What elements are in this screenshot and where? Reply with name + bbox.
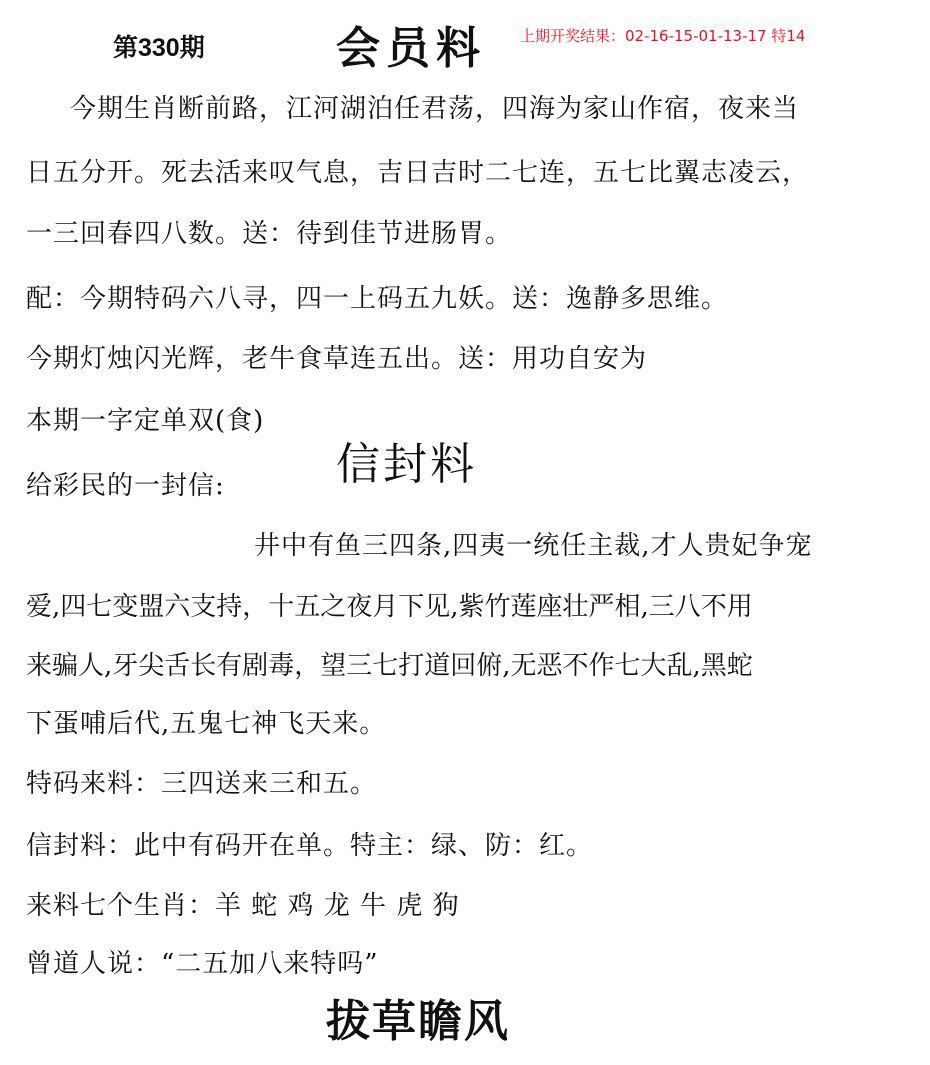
letter-line-3: 来骗人,牙尖舌长有剧毒，望三七打道回俯,无恶不作七大乱,黑蛇 bbox=[26, 651, 753, 681]
letter-line-4: 下蛋哺后代,五鬼七神飞天来。 bbox=[26, 709, 387, 739]
footer-title: 拔草瞻风 bbox=[326, 996, 510, 1047]
special-code-line: 特码来料：三四送来三和五。 bbox=[26, 769, 378, 799]
pei-line: 配：今期特码六八寻，四一上码五九妖。送：逸静多思维。 bbox=[26, 284, 729, 314]
letter-line-1: 井中有鱼三四条,四夷一统任主裁,才人贵妃争宠 bbox=[254, 531, 813, 561]
zeng-line: 曾道人说：“二五加八来特吗” bbox=[26, 949, 379, 979]
light-line: 今期灯烛闪光辉，老牛食草连五出。送：用功自安为 bbox=[26, 344, 648, 374]
last-draw-result: 上期开奖结果：02-16-15-01-13-17 特14 bbox=[520, 27, 806, 45]
zodiac-line: 来料七个生肖：羊 蛇 鸡 龙 牛 虎 狗 bbox=[26, 891, 460, 921]
poem-line-2: 日五分开。死去活来叹气息，吉日吉时二七连，五七比翼志凌云， bbox=[26, 158, 810, 188]
letter-section-title: 信封料 bbox=[336, 439, 477, 490]
poem-line-3: 一三回春四八数。送：待到佳节进肠胃。 bbox=[26, 219, 513, 249]
page-title: 会员料 bbox=[336, 23, 486, 74]
issue-number: 第330期 bbox=[113, 34, 205, 62]
letter-line-2: 爱,四七变盟六支持，十五之夜月下见,紫竹莲座壮严相,三八不用 bbox=[26, 592, 753, 622]
envelope-line: 信封料：此中有码开在单。特主：绿、防：红。 bbox=[26, 831, 594, 861]
single-double-line: 本期一字定单双(食) bbox=[26, 406, 265, 436]
letter-intro: 给彩民的一封信: bbox=[26, 471, 225, 501]
poem-line-1: 今期生肖断前路，江河湖泊任君荡，四海为家山作宿，夜来当 bbox=[70, 94, 800, 124]
